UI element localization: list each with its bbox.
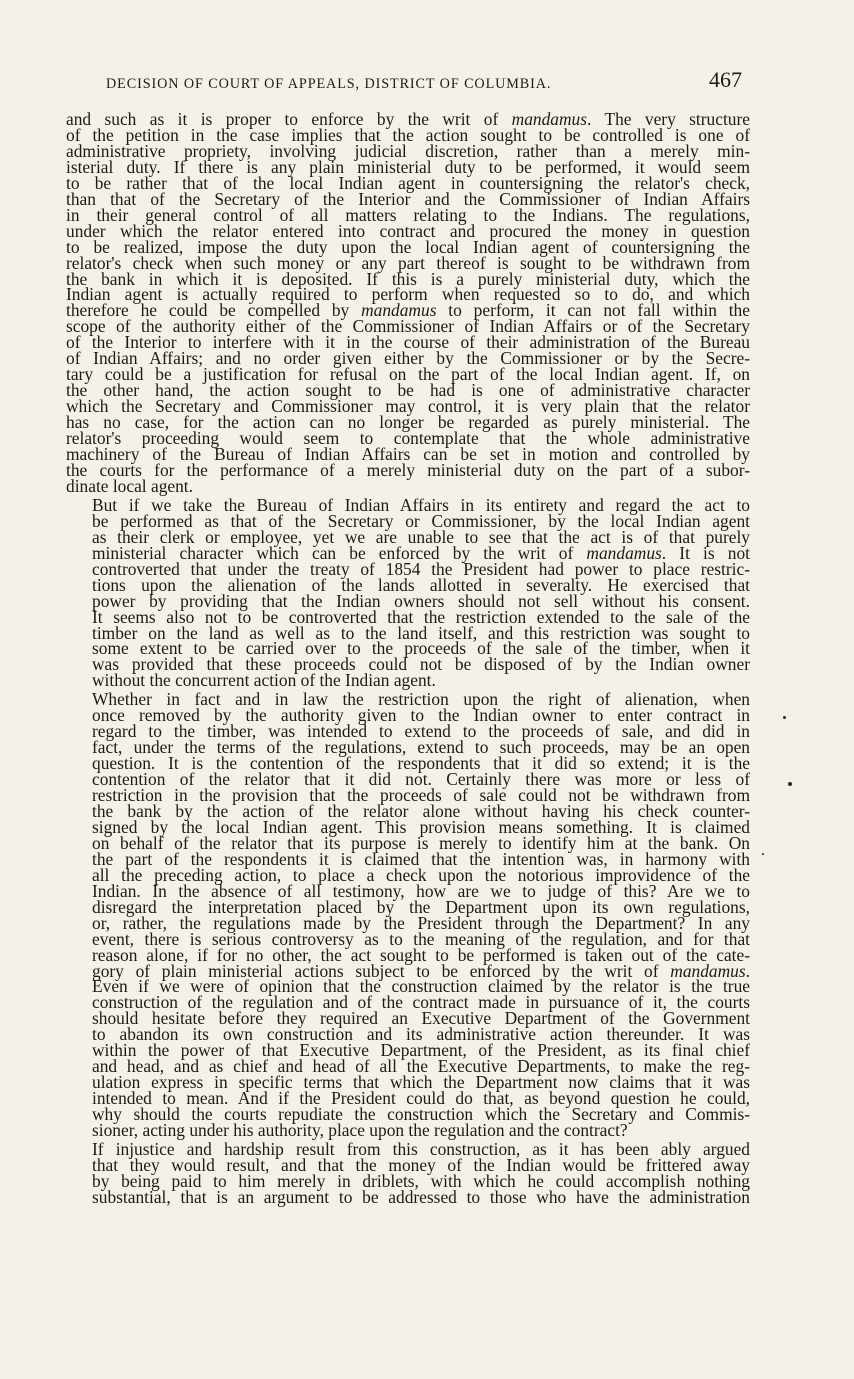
text-line: fact, under the terms of the regulations, extend to such proceeds, may be an open [92, 737, 750, 758]
text-line: tary could be a justification for refusal on the part of the local Indian agent. If, on [66, 364, 750, 385]
text-line: and such as it is proper to enforce by the writ of mandamus. The very structure [66, 109, 751, 129]
text-line: signed by the local Indian agent. This provision means something. It is claimed [92, 816, 750, 837]
text-line: Indian. In the absence of all testimony, how are we to judge of this? Are we to [92, 880, 750, 901]
text-line: relator's proceeding would seem to contemplate that the whole administrative [66, 428, 750, 449]
text-line: was provided that these proceeds could not be disposed of by the Indian owner [92, 654, 750, 675]
text-line: relator's check when such money or any part thereof is sought to be withdrawn from [66, 252, 750, 273]
text-line: to be rather that of the local Indian agent in countersigning the relator's check, [66, 172, 750, 193]
print-speck [788, 782, 792, 786]
text-line: restriction in the provision that the proceeds of sale could not be withdrawn from [92, 785, 750, 806]
text-line: that they would result, and that the money of the Indian would be frittered away [92, 1154, 750, 1175]
text-line: all the preceding action, to place a check upon the notorious improvidence of the [92, 864, 750, 885]
text-line: some extent to be carried over to the proceeds of the sale of the timber, when it [92, 638, 750, 659]
text-line: of the Interior to interfere with it in the course of their administration of the Bureau [66, 332, 750, 353]
text-line: the other hand, the action sought to be had is one of administrative character [66, 380, 750, 401]
text-line: of Indian Affairs; and no order given either by the Commissioner or by the Secre- [66, 348, 750, 369]
text-line: power by providing that the Indian owners should not sell without his consent. [92, 590, 750, 611]
text-line: as their clerk or employee, yet we are unable to see that the act is of that purely [92, 526, 750, 547]
text-line: controverted that under the treaty of 1854 the President had power to place restric- [92, 558, 750, 579]
text-line: Even if we were of opinion that the construction claimed by the relator is the true [92, 976, 750, 997]
text-line: within the power of that Executive Department, of the President, as its final chief [92, 1040, 750, 1061]
text-line: disregard the interpretation placed by the Department upon its own regulations, [92, 896, 750, 917]
text-line: the bank in which it is deposited. If this is a purely ministerial duty, which the [66, 268, 750, 289]
text-line: the bank by the action of the relator alone without having his check counter- [92, 800, 750, 821]
text-line: and head, and as chief and head of all the Executive Departments, to make the reg- [92, 1056, 750, 1077]
text-line: But if we take the Bureau of Indian Affairs in its entirety and regard the act to [92, 494, 750, 515]
body-text [66, 109, 751, 1209]
text-line: intended to mean. And if the President could do that, as beyond question he could, [92, 1088, 750, 1109]
text-line: contention of the relator that it did not. Certainly there was more or less of [92, 769, 750, 790]
text-line: sioner, acting under his authority, place upon the regulation and the contract? [92, 1120, 628, 1141]
text-line: reason alone, if for no other, the act sought to be performed is taken out of the cate- [92, 944, 750, 965]
paragraph [66, 109, 751, 496]
text-line: on behalf of the relator that its purpose is merely to identify him at the bank. On [92, 832, 750, 853]
text-line: Indian agent is actually required to perform when requested so to do, and which [66, 284, 750, 305]
page-number: 467 [709, 67, 742, 92]
text-line: to abandon its own construction and its administrative action thereunder. It was [92, 1024, 750, 1045]
text-line: isterial duty. If there is any plain ministerial duty to be performed, it would seem [66, 156, 750, 177]
print-speck [783, 716, 786, 719]
text-line: If injustice and hardship result from this construction, as it has been ably argued [92, 1139, 750, 1159]
text-line: substantial, that is an argument to be addressed to those who have the administration [92, 1186, 750, 1207]
text-line: timber on the land as well as to the land itself, and this restriction was sought to [92, 622, 750, 643]
running-title: DECISION OF COURT OF APPEALS, DISTRICT OF COLUMBIA. [106, 76, 552, 92]
text-line: therefore he could be compelled by mandamus to perform, it can not fall within the [66, 300, 750, 321]
text-line: by being paid to him merely in driblets, with which he could accomplish nothing [92, 1170, 750, 1191]
text-line: regard to the timber, was intended to extend to the proceeds of sale, and did in [92, 721, 750, 742]
text-line: why should the courts repudiate the construction which the Secretary and Commis- [92, 1104, 750, 1125]
text-line: the courts for the performance of a merely ministerial duty on the part of a subor- [66, 459, 750, 480]
text-line: dinate local agent. [66, 475, 193, 496]
text-line: the part of the respondents it is claimed that the intention was, in harmony with [92, 848, 750, 869]
text-line: ulation express in specific terms that which the Department now claims that it was [92, 1072, 750, 1093]
text-line: under which the relator entered into contract and procured the money in question [66, 220, 750, 241]
text-line: scope of the authority either of the Commissioner of Indian Affairs or of the Secretary [66, 316, 750, 337]
text-line: without the concurrent action of the Indian agent. [92, 670, 436, 691]
text-line: administrative propriety, involving judicial discretion, rather than a merely min- [66, 140, 750, 161]
print-speck [762, 853, 764, 855]
text-line: to be realized, impose the duty upon the local Indian agent of countersigning the [66, 236, 750, 257]
paragraph [66, 689, 750, 1141]
running-head [66, 64, 750, 94]
paragraph [66, 494, 750, 691]
text-line: machinery of the Bureau of Indian Affairs can be set in motion and controlled by [66, 444, 750, 465]
text-line: be performed as that of the Secretary or Commissioner, by the local Indian agent [92, 510, 750, 531]
text-line: which the Secretary and Commissioner may control, it is very plain that the relator [66, 396, 750, 417]
text-line: gory of plain ministerial actions subject to be enforced by the writ of mandamus. [92, 960, 750, 981]
text-line: ministerial character which can be enforced by the writ of mandamus. It is not [92, 542, 750, 563]
text-line: once removed by the authority given to the Indian owner to enter contract in [92, 705, 750, 726]
text-line: or, rather, the regulations made by the President through the Department? In any [92, 912, 750, 933]
text-line: in their general control of all matters relating to the Indians. The regulations, [66, 204, 750, 225]
text-line: It seems also not to be controverted that the restriction extended to the sale of the [92, 606, 750, 627]
text-line: question. It is the contention of the respondents that it did so extend; it is the [92, 753, 750, 774]
text-line: has no case, for the action can no longer be regarded as purely ministerial. The [66, 412, 750, 433]
paragraph [66, 1139, 750, 1207]
text-line: of the petition in the case implies that the action sought to be controlled is one of [66, 124, 750, 145]
text-line: Whether in fact and in law the restriction upon the right of alienation, when [92, 689, 750, 710]
text-line: construction of the regulation and of the contract made in pursuance of it, the courts [92, 992, 750, 1013]
text-line: tions upon the alienation of the lands allotted in severalty. He exercised that [92, 574, 750, 595]
text-line: should hesitate before they required an Executive Department of the Government [92, 1008, 750, 1029]
text-line: event, there is serious controversy as to the meaning of the regulation, and for that [92, 928, 750, 949]
text-line: than that of the Secretary of the Interior and the Commissioner of Indian Affairs [66, 188, 750, 209]
